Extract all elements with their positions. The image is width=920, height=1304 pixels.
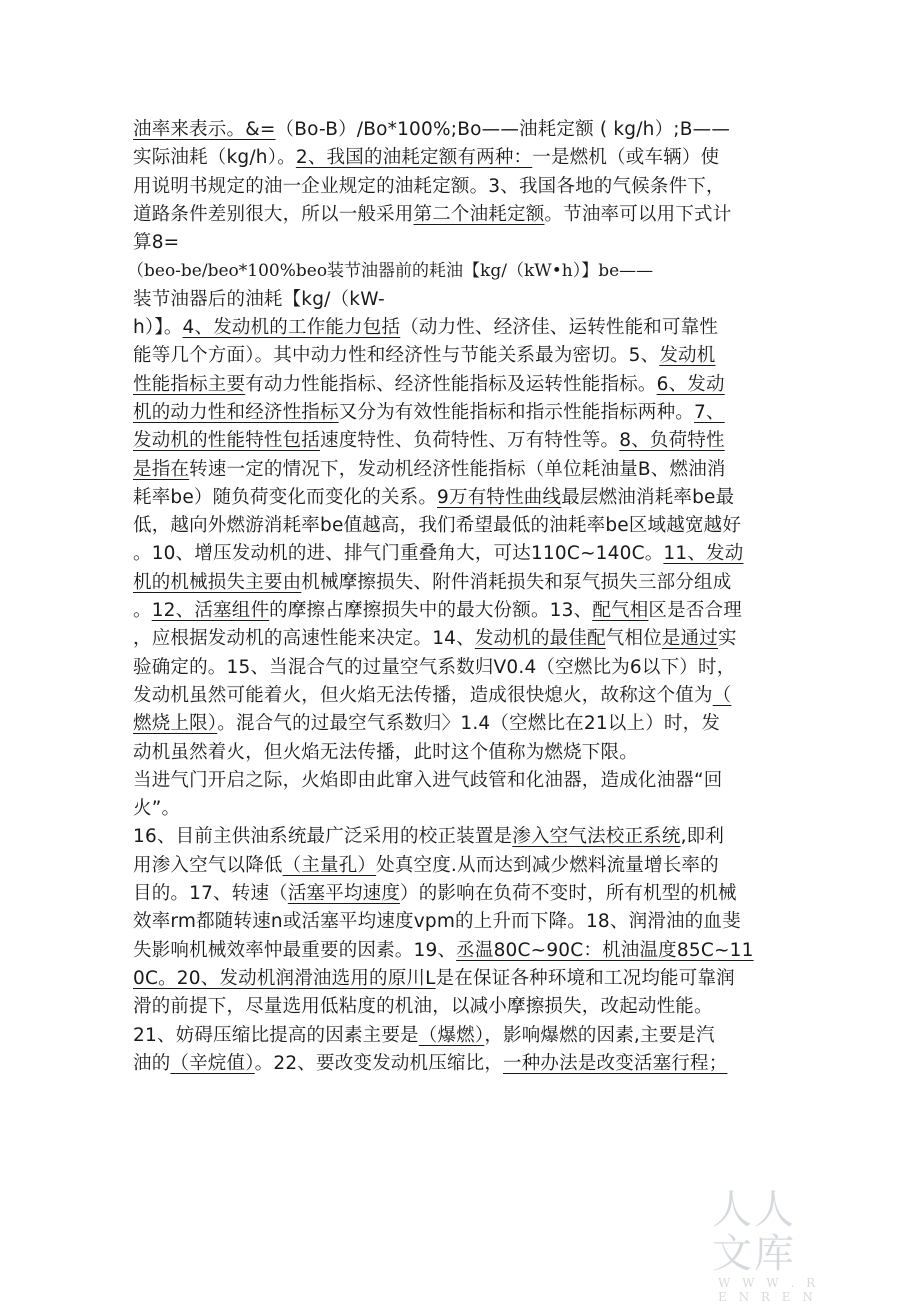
underlined-phrase: 燃烧上限） <box>133 713 218 735</box>
underlined-phrase: 是通过 <box>661 628 718 650</box>
text-segment: h）】。 <box>133 317 183 339</box>
underlined-phrase: （主量孔） <box>282 854 377 876</box>
text-line <box>133 795 783 823</box>
text-line <box>133 993 783 1021</box>
underlined-phrase: 渗入空气法校正系统 <box>512 826 681 848</box>
underlined-phrase: 发动机的性能特性包括 <box>133 430 321 452</box>
text-segment: （动力性、经济佳、运转性能和可靠性 <box>400 317 719 339</box>
text-line <box>133 880 783 908</box>
text-segment: 动机虽然着火，但火焰无法传播，此时这个值称为燃烧下限。 <box>133 741 638 763</box>
text-line <box>133 767 783 795</box>
text-segment: 实 <box>717 628 737 650</box>
text-line <box>133 512 783 540</box>
text-segment: ，应根据发动机的高速性能来决定。14、 <box>133 628 475 650</box>
text-line <box>133 144 783 172</box>
text-line <box>133 625 783 653</box>
text-line <box>133 342 783 370</box>
text-line <box>133 852 783 880</box>
text-line <box>133 229 783 257</box>
text-line <box>127 257 783 285</box>
text-line <box>133 1022 783 1050</box>
text-segment: 21、妨碍压缩比提高的因素主要是 <box>133 1024 419 1046</box>
underlined-phrase: 丞温 <box>456 939 494 961</box>
text-segment: 。节油率可以用下式计 <box>544 203 732 225</box>
text-segment: 区是否合理 <box>648 600 742 622</box>
underlined-phrase: 配气相 <box>592 600 649 622</box>
underlined-phrase: （ <box>712 684 732 706</box>
text-line <box>133 286 783 314</box>
text-segment: 机械摩擦损失、附件消耗损失和泵气损失三部分组成 <box>301 571 732 593</box>
underlined-phrase: 性能指标主要 <box>133 373 246 395</box>
text-line <box>133 739 783 767</box>
text-segment: 目的。17、转速（ <box>133 883 288 905</box>
text-segment: 一是燃机（或车辆）使 <box>532 147 720 169</box>
text-segment: 。10、增压发动机的进、排气门重叠角大，可达110C~140C。 <box>133 543 664 565</box>
text-line <box>133 427 783 455</box>
underlined-phrase: 0C。20、发动机润滑油选用的原川L <box>133 967 436 989</box>
watermark-logo <box>712 1187 832 1304</box>
document-body <box>127 116 783 1078</box>
text-segment: 又分为有效性能指标和指示性能指标两种。 <box>338 401 695 423</box>
text-segment: 道路条件差别很大，所以一般采用 <box>133 203 414 225</box>
underlined-phrase: 发动机 <box>659 345 716 367</box>
text-segment: 滑的前提下，尽量选用低粘度的机油，以减小摩擦损失，改起动性能。 <box>133 996 713 1018</box>
text-segment: 有动力性能指标、经济性能指标及运转性能指标。 <box>245 373 657 395</box>
text-line <box>133 456 783 484</box>
underlined-phrase: 11、发动 <box>663 543 744 565</box>
text-line <box>133 823 783 851</box>
text-line <box>133 371 783 399</box>
text-line <box>133 937 783 965</box>
watermark-url: W W W . R E N R E N <box>718 1276 820 1304</box>
text-segment: 速度特性、负荷特性、万有特性等。 <box>320 430 620 452</box>
text-segment: 用说明书规定的油一企业规定的油耗定额。3、我国各地的气候条件下， <box>133 175 725 197</box>
underlined-phrase: 是指在 <box>133 458 190 480</box>
underlined-phrase: 9万有特性曲线 <box>437 486 562 508</box>
text-segment: 16、目前主供油系统最广泛采用的校正装置是 <box>133 826 513 848</box>
text-segment: 。 <box>133 600 152 622</box>
text-line <box>133 1050 783 1078</box>
text-segment: ,即利 <box>680 826 725 848</box>
text-line <box>133 908 783 936</box>
text-segment: 验确定的。15、当混合气的过量空气系数归V0.4（空燃比为6以下）时， <box>133 656 736 678</box>
text-segment: 用渗入空气以降低 <box>133 854 283 876</box>
text-line <box>133 682 783 710</box>
underlined-phrase: 2、我国的油耗定额有两种： <box>295 147 533 169</box>
underlined-phrase: 4、发动机的工作能力包括 <box>182 317 401 339</box>
text-segment: 的摩擦占摩擦损失中的最大份额。13、 <box>269 600 593 622</box>
text-segment: 油的 <box>133 1052 171 1074</box>
text-segment: ，影响爆燃的因素,主要是汽 <box>484 1024 715 1046</box>
text-segment: 最层燃油消耗率be最 <box>561 486 735 508</box>
text-line <box>133 399 783 427</box>
text-segment: 。22、要改变发动机压缩比， <box>254 1052 504 1074</box>
text-line <box>133 201 783 229</box>
text-segment: （Bo-B）/Bo*100%;Bo——油耗定额 ( kg/h）;B—— <box>275 119 731 140</box>
underlined-phrase: 机的机械损失主要由 <box>133 571 302 593</box>
underlined-phrase: 12、活塞组件 <box>151 600 270 622</box>
text-segment: 实际油耗（kg/h）。 <box>133 147 296 169</box>
underlined-phrase: 油率来表示。&= <box>133 119 276 140</box>
text-segment: 当进气门开启之际，火焰即由此窜入进气歧管和化油器，造成化油器“回 <box>133 769 723 791</box>
underlined-phrase: 7、 <box>694 401 725 423</box>
text-segment: 是在保证各种环境和工况均能可靠润 <box>435 967 735 989</box>
text-line <box>133 710 783 738</box>
text-line <box>133 965 783 993</box>
text-segment: 发动机虽然可能着火，但火焰无法传播，造成很快熄火，故称这个值为 <box>133 684 713 706</box>
text-line <box>133 484 783 512</box>
text-line <box>133 540 783 568</box>
text-line <box>133 597 783 625</box>
text-line <box>133 314 783 342</box>
underlined-phrase: 8、负荷特性 <box>619 430 725 452</box>
text-segment: 装节油器后的油耗【kg/（kW- <box>133 288 385 310</box>
text-segment: 低，越向外燃游消耗率be值越高，我们希望最低的油耗率be区域越宽越好 <box>133 515 742 537</box>
text-line <box>133 654 783 682</box>
text-segment: 效率rm都随转速n或活塞平均速度vpm的上升而下降。18、润滑油的血斐 <box>133 911 741 933</box>
text-segment: （beo-be/beo*100%beo装节油器前的耗油【kg/（kW•h）】be—— <box>127 261 654 282</box>
text-segment: 气相位 <box>605 628 662 650</box>
text-line <box>133 116 783 144</box>
text-segment: 能等几个方面）。其中动力性和经济性与节能关系最为密切。5、 <box>133 345 660 367</box>
text-line <box>133 569 783 597</box>
underlined-phrase: 第二个油耗定额 <box>413 203 545 225</box>
underlined-phrase: 80C~90C：机油温度85C~11 <box>493 939 754 961</box>
text-segment: 。混合气的过最空气系数归〉1.4（空燃比在21以上）时，发 <box>217 713 721 735</box>
text-segment: 转速一定的情况下，发动机经济性能指标（单位耗油量B、燃油消 <box>189 458 726 480</box>
underlined-phrase: 机的动力性和经济性指标 <box>133 401 339 423</box>
watermark-title: 人人文库 <box>712 1187 796 1277</box>
underlined-phrase: 发动机的最佳配 <box>474 628 606 650</box>
underlined-phrase: 一种办法是改变活塞行程； <box>503 1052 728 1074</box>
text-line <box>133 173 783 201</box>
text-segment: 处真空度.从而达到减少燃料流量增长率的 <box>376 854 719 876</box>
text-segment: 耗率be）随负荷变化而变化的关系。 <box>133 486 438 508</box>
underlined-phrase: 活塞平均速度 <box>287 883 401 905</box>
underlined-phrase: 6、发动 <box>656 373 725 395</box>
text-segment: 失影响机械效率忡最重要的因素。19、 <box>133 939 457 961</box>
text-segment: 火”。 <box>133 798 181 820</box>
underlined-phrase: （爆燃） <box>418 1024 485 1046</box>
underlined-phrase: （辛烷值） <box>170 1052 255 1074</box>
text-segment: 算8= <box>133 232 180 254</box>
text-segment: ）的影响在负荷不变时，所有机型的机械 <box>400 883 737 905</box>
